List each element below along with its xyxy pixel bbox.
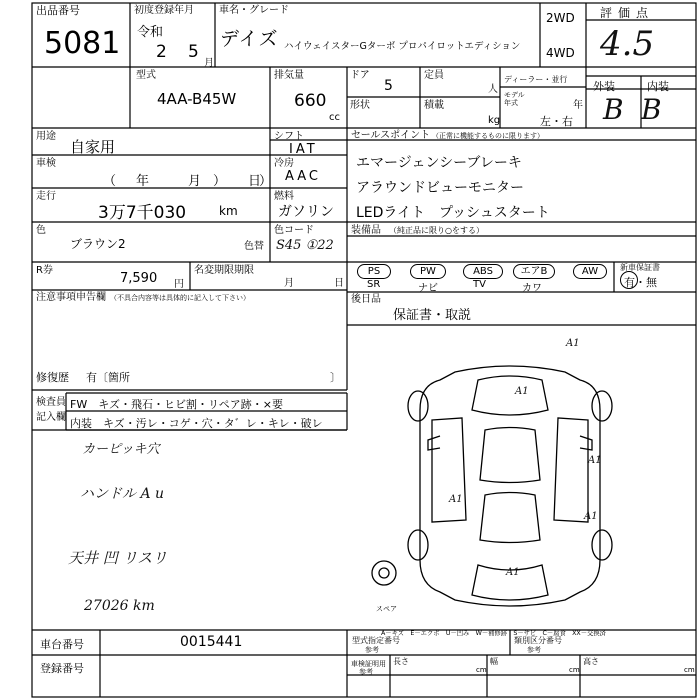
designation-sub: 参考 (365, 646, 379, 654)
docs-value: 保証書・取説 (393, 308, 472, 323)
model-label: 型式 (136, 70, 156, 81)
car-grade: ハイウェイスターGターボ プロパイロットエディション (284, 41, 521, 52)
recycle-label: R券 (36, 265, 53, 276)
repair-close: 〕 (330, 371, 341, 384)
fw-line: FW キズ・飛石・ヒビ割・リペア跡・×要 (70, 398, 283, 411)
designation-label: 型式指定番号 (352, 636, 400, 645)
doors-value: 5 (384, 78, 393, 94)
notes-label: 注意事項申告欄 (36, 292, 106, 303)
hand-note-3: 天井 凹 リスリ (68, 549, 168, 567)
displacement-unit: cc (329, 112, 340, 123)
hand-note-1: カーピッキ穴 (82, 442, 160, 457)
fuel-label: 燃料 (274, 191, 294, 202)
spare-label: スペア (376, 605, 397, 613)
load-label: 積載 (424, 100, 444, 111)
drive-4wd: 4WD (546, 46, 575, 60)
registration-label: 登録番号 (40, 662, 84, 675)
score-value: 4.5 (600, 24, 655, 64)
doors-label: ドア (350, 70, 370, 81)
fuel-value: ガソリン (278, 204, 334, 220)
ac-value: AAC (285, 169, 321, 184)
repair-label: 修復歴 (36, 371, 69, 384)
handle-side: 左・右 (540, 115, 573, 128)
shift-value: IAT (289, 142, 318, 157)
equipment-label: 装備品 (351, 225, 381, 236)
first-reg-label: 初度登録年月 (134, 5, 194, 16)
interior-line: 内装 キズ・汚レ・コゲ・穴・タ゛レ・キレ・破レ (70, 417, 323, 430)
sales-point-3: LEDライト プッシュスタート (356, 205, 550, 221)
interior-grade: B (641, 93, 662, 126)
model-year-unit: 年 (573, 100, 583, 111)
equip-pw: PW (410, 264, 446, 279)
inspection-paren-open: （ (103, 174, 117, 189)
reg-month: 5 (188, 42, 199, 62)
usage-value: 自家用 (70, 138, 116, 156)
nameexp-day: 日 (334, 278, 344, 289)
inspector-label-2: 記入欄 (36, 412, 66, 423)
damage-mark-1: A1 (566, 338, 580, 349)
score-label: 評価点 (600, 6, 655, 20)
damage-mark-3: A1 (588, 455, 602, 466)
lot-label: 出品番号 (36, 4, 80, 17)
width-label: 幅 (490, 657, 498, 666)
recycle-fee: 7,590 (120, 271, 158, 286)
equip-abs: ABS (463, 264, 503, 279)
displacement-value: 660 (294, 91, 327, 111)
capacity-label: 定員 (424, 70, 444, 81)
era: 令和 (137, 25, 164, 40)
inspection-paren-close-a: ） (213, 174, 227, 189)
damage-legend: A－キズ E－エクボ U－凹み W－補修跡 S－サビ C－腐食 XX－交換済 (381, 630, 606, 637)
inspection-day-unit: 日 (248, 174, 262, 189)
notes-sub: （不具合内容等は具体的に記入して下さい） (110, 294, 250, 302)
mileage-label: 走行 (36, 191, 56, 202)
height-label: 高さ (583, 657, 599, 666)
shape-label: 形状 (350, 100, 370, 111)
docs-label: 後日品 (351, 294, 381, 305)
lot-number: 5081 (44, 26, 121, 61)
hand-note-2: ハンドル A u (80, 486, 165, 502)
drive-2wd: 2WD (546, 11, 575, 25)
mileage-value: 3万7千030 (98, 203, 187, 223)
color-label: 色 (36, 225, 46, 236)
equip-leather: カワ (522, 283, 542, 294)
ac-label: 冷房 (274, 158, 294, 169)
name-label: 車名・グレード (219, 5, 289, 16)
equip-airbag: エアB (513, 264, 555, 279)
length-label: 長さ (393, 657, 409, 666)
color-value: ブラウン2 (70, 237, 126, 251)
interior-label: 内装 (647, 80, 669, 93)
sales-point-1: エマージェンシーブレーキ (356, 155, 522, 171)
inspection-paren-close: ） (259, 174, 273, 189)
reg-year: 2 (156, 42, 167, 62)
chassis-label: 車台番号 (40, 638, 84, 651)
displacement-label: 排気量 (274, 70, 304, 81)
width-unit: cm (569, 666, 580, 674)
mileage-unit: km (219, 204, 238, 218)
capacity-unit: 人 (488, 84, 498, 95)
model-code: 4AA-B45W (157, 90, 237, 108)
inspection-label: 車検 (36, 158, 56, 169)
usage-label: 用途 (36, 131, 56, 142)
equip-aw: AW (573, 264, 607, 279)
sales-point-2: アラウンドビューモニター (356, 180, 524, 196)
nameexp-label: 名変期限期限 (194, 265, 254, 276)
equip-sr: SR (367, 279, 381, 290)
inspector-label-1: 検査員 (36, 397, 66, 408)
category-sub: 参考 (527, 646, 541, 654)
length-unit: cm (476, 666, 487, 674)
repaint-label: 色替 (244, 241, 264, 252)
exterior-grade: B (603, 93, 624, 126)
certificate-label: 車検証明用 (351, 660, 386, 668)
shift-label: シフト (274, 131, 304, 142)
load-unit: kg (488, 115, 501, 126)
inspection-month-unit: 月 (188, 174, 202, 189)
damage-mark-2: A1 (515, 386, 529, 397)
inspection-year-unit: 年 (136, 174, 150, 189)
repair-value: 有〔箇所 (86, 371, 130, 384)
equip-tv: TV (473, 279, 486, 290)
equipment-sub: （純正品に限り○をする） (389, 226, 484, 235)
warranty-label: 新車保証書 (620, 263, 660, 272)
equip-navi: ナビ (418, 283, 438, 294)
hand-note-4: 27026 km (84, 598, 155, 614)
category-label: 類別区分番号 (514, 636, 562, 645)
warranty-value: 有・無 (624, 276, 657, 289)
exterior-label: 外装 (593, 80, 615, 93)
certificate-sub: 参考 (359, 668, 373, 676)
color-code-label: 色コード (274, 225, 314, 236)
damage-mark-6: A1 (506, 567, 520, 578)
color-code-value: S45 ①22 (276, 238, 334, 253)
model-year-label: モデル年式 (504, 91, 525, 107)
chassis-number: 0015441 (180, 634, 243, 650)
damage-mark-5: A1 (584, 511, 598, 522)
damage-mark-4: A1 (449, 494, 463, 505)
car-name: デイズ (220, 28, 279, 50)
sales-points-sub: （正常に機能するものに限ります） (432, 132, 544, 140)
nameexp-month: 月 (284, 278, 294, 289)
equip-ps: PS (357, 264, 391, 279)
recycle-unit: 円 (174, 279, 184, 290)
month-unit: 月 (204, 58, 214, 69)
height-unit: cm (684, 666, 695, 674)
dealer-label: ディーラー・並行 (504, 75, 568, 84)
sales-points-label: セールスポイント (351, 130, 431, 141)
